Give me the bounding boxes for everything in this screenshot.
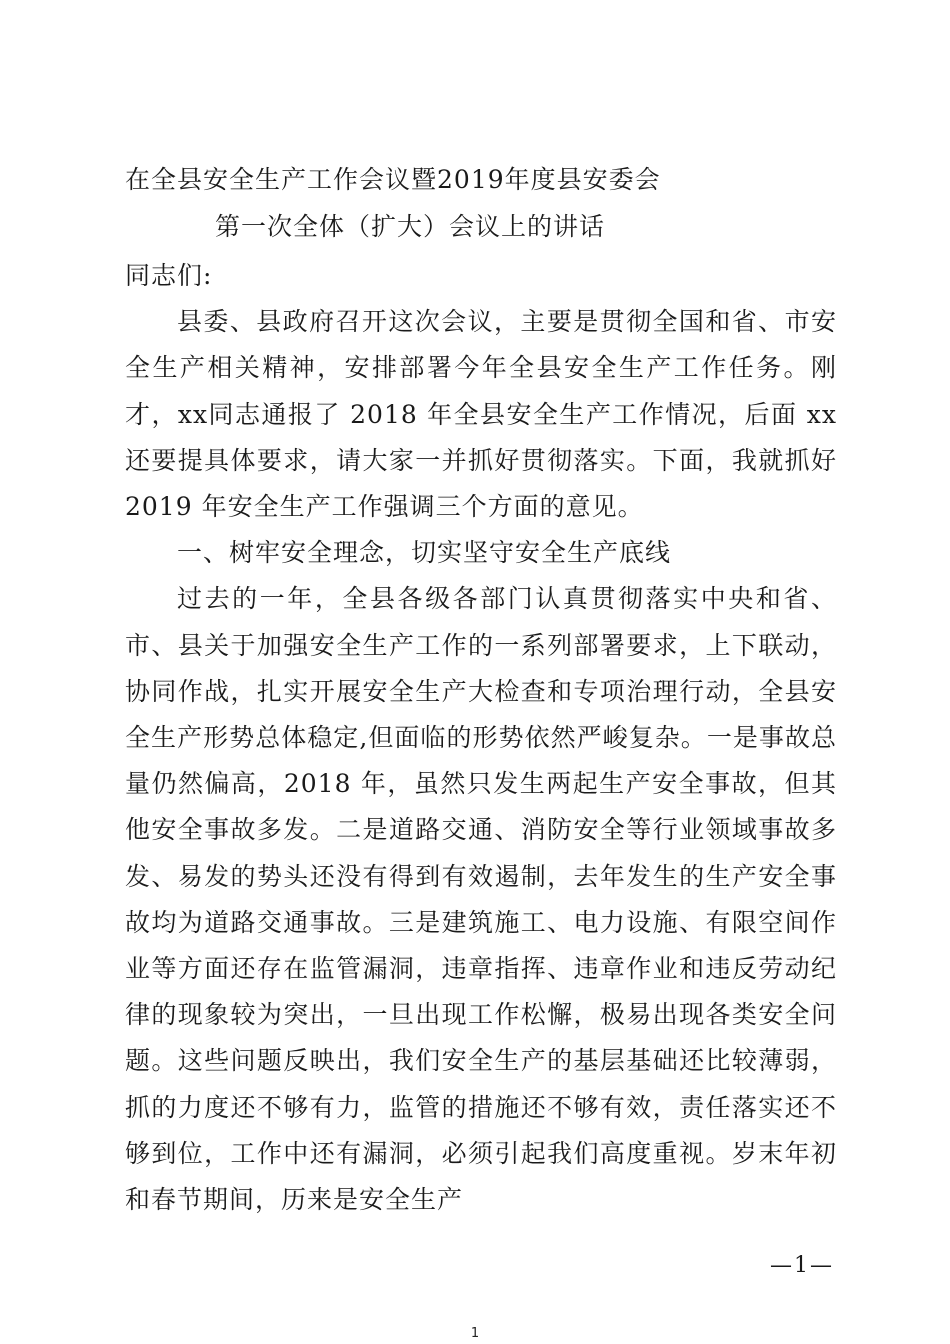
paragraph-review: 过去的一年，全县各级各部门认真贯彻落实中央和省、市、县关于加强安全生产工作的一系列部署要求，上下联动，协同作战，扎实开展安全生产大检查和专项治理行动，全县安全生产形势总体稳定,但面临的形势依然严峻复杂。一是事故总量仍然偏高，2018 年，虽然只发生两起生产安全事故，但其他安全事故多发。二是道路交通、消防安全等行业领域事故多发、易发的势头还没有得到有效遏制，去年发生的生产安全事故均为道路交通事故。三是建筑施工、电力设施、有限空间作业等方面还存在监管漏洞，违章指挥、违章作业和违反劳动纪律的现象较为突出，一旦出现工作松懈，极易出现各类安全问题。这些问题反映出，我们安全生产的基层基础还比较薄弱，抓的力度还不够有力，监管的措施还不够有效，责任落实还不够到位，工作中还有漏洞，必须引起我们高度重视。岁末年初和春节期间，历来是安全生产 xyxy=(125,584,837,1215)
footer-page-index: 1 xyxy=(470,1326,480,1341)
document-title-line-1: 在全县安全生产工作会议暨2019年度县安委会 xyxy=(125,165,661,194)
page-number: —1— xyxy=(770,1253,834,1278)
paragraph-intro: 县委、县政府召开这次会议，主要是贯彻全国和省、市安全生产相关精神，安排部署今年全县安全生产工作任务。刚才，xx同志通报了 2018 年全县安全生产工作情况，后面 xx 还要提具体要求，请大家一并抓好贯彻落实。下面，我就抓好 2019 年安全生产工作强调三个方面的意见。 xyxy=(125,307,837,522)
document-body xyxy=(125,253,837,1223)
document-title-line-2: 第一次全体（扩大）会议上的讲话 xyxy=(215,212,606,241)
salutation: 同志们: xyxy=(125,261,213,290)
section-heading-1: 一、树牢安全理念，切实坚守安全生产底线 xyxy=(177,538,672,568)
